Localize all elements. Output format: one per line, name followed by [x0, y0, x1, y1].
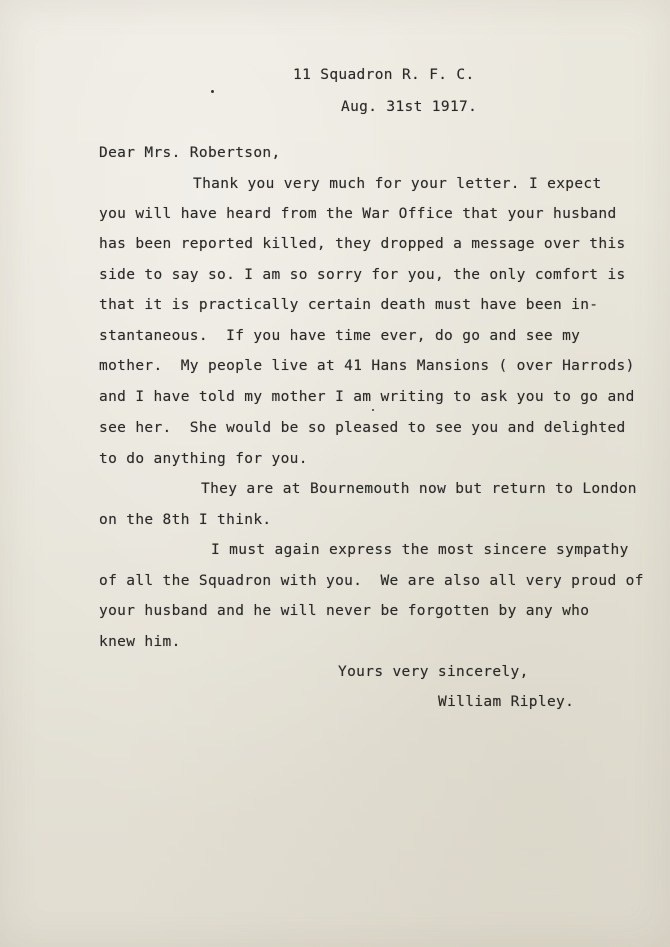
body-line: stantaneous. If you have time ever, do go and see my	[99, 328, 581, 344]
body-line: of all the Squadron with you. We are also all very proud of	[99, 573, 644, 589]
body-line: side to say so. I am so sorry for you, the only comfort is	[99, 267, 626, 283]
ink-speck	[211, 90, 214, 93]
body-line: mother. My people live at 41 Hans Mansions ( over Harrods)	[99, 358, 635, 374]
header-date: Aug. 31st 1917.	[341, 99, 478, 115]
header-unit: 11 Squadron R. F. C.	[293, 67, 475, 83]
body-line: knew him.	[99, 634, 181, 650]
body-line: I must again express the most sincere sympathy	[211, 542, 629, 558]
closing: Yours very sincerely,	[338, 664, 529, 680]
body-line: you will have heard from the War Office that your husband	[99, 206, 617, 222]
body-line: has been reported killed, they dropped a message over this	[99, 236, 626, 252]
body-line: They are at Bournemouth now but return to London	[201, 481, 637, 497]
body-line: on the 8th I think.	[99, 512, 272, 528]
body-line: Thank you very much for your letter. I expect	[193, 176, 602, 192]
signature: William Ripley.	[438, 694, 575, 710]
salutation: Dear Mrs. Robertson,	[99, 145, 281, 161]
ink-speck	[372, 409, 374, 411]
body-line: to do anything for you.	[99, 451, 308, 467]
body-line: see her. She would be so pleased to see you and delighted	[99, 420, 626, 436]
body-line: and I have told my mother I am writing to ask you to go and	[99, 389, 635, 405]
body-line: that it is practically certain death must have been in-	[99, 297, 599, 313]
body-line: your husband and he will never be forgotten by any who	[99, 603, 590, 619]
